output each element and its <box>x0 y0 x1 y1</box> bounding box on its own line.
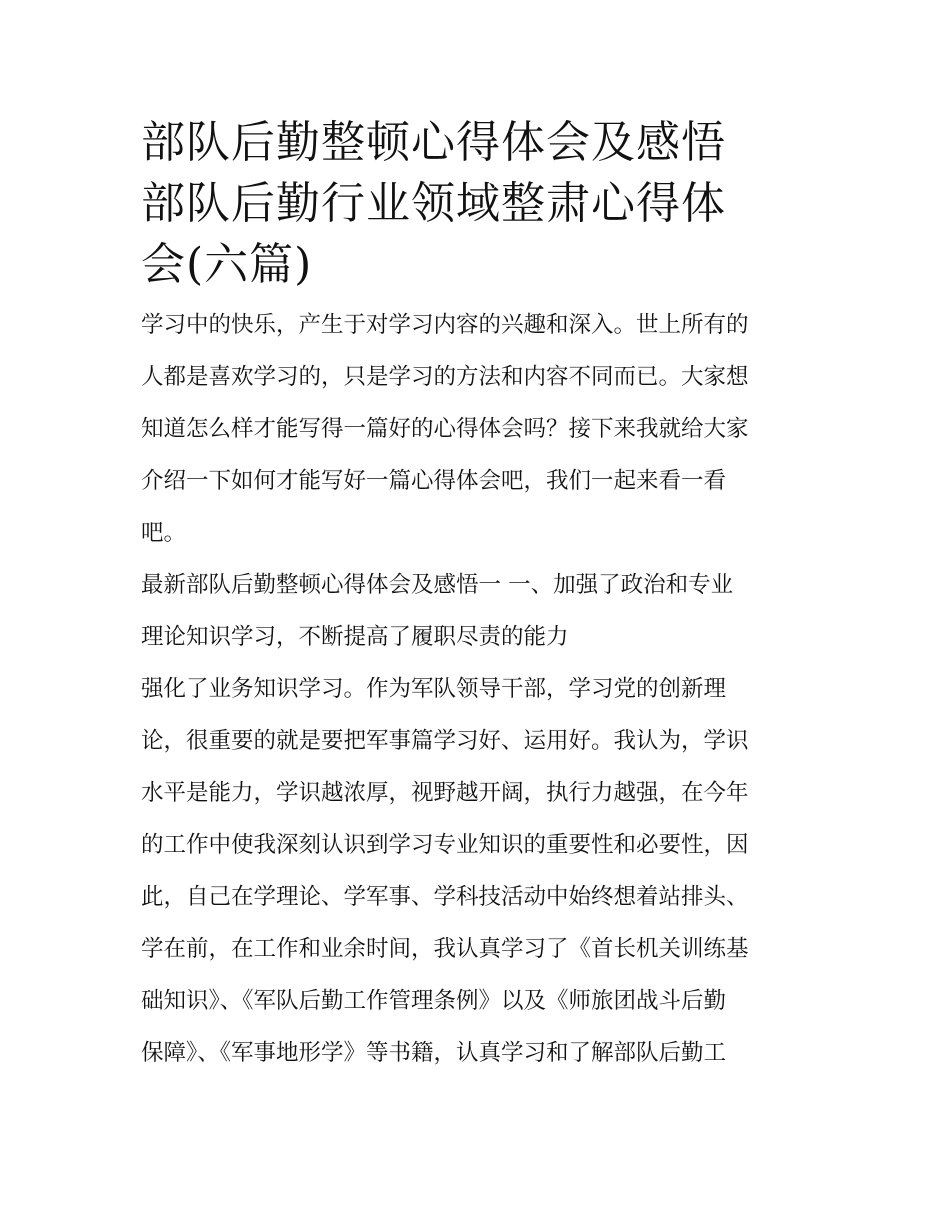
paragraph-line: 础知识》、《军队后勤工作管理条例》以及《师旅团战斗后勤 <box>141 988 727 1014</box>
paragraph-line: 强化了业务知识学习。作为军队领导干部，学习党的创新理 <box>141 676 727 702</box>
intro-line: 介绍一下如何才能写好一篇心得体会吧，我们一起来看一看 <box>141 468 727 494</box>
section-heading-line: 理论知识学习，不断提高了履职尽责的能力 <box>141 624 569 650</box>
document-page <box>141 112 821 1079</box>
paragraph-line: 的工作中使我深刻认识到学习专业知识的重要性和必要性，因 <box>141 832 749 858</box>
intro-line: 学习中的快乐，产生于对学习内容的兴趣和深入。世上所有的 <box>141 312 749 338</box>
document-body <box>141 299 821 1079</box>
paragraph-line: 此，自己在学理论、学军事、学科技活动中始终想着站排头、 <box>141 884 749 910</box>
title-line: 部队后勤行业领域整肃心得体 <box>141 178 726 229</box>
intro-line: 知道怎么样才能写得一篇好的心得体会吗？接下来我就给大家 <box>141 416 749 442</box>
paragraph-line: 水平是能力，学识越浓厚，视野越开阔，执行力越强，在今年 <box>141 780 749 806</box>
paragraph-line: 学在前，在工作和业余时间，我认真学习了《首长机关训练基 <box>141 936 749 962</box>
title-line: 部队后勤整顿心得体会及感悟 <box>141 117 726 168</box>
paragraph-line: 保障》、《军事地形学》等书籍，认真学习和了解部队后勤工 <box>141 1040 727 1066</box>
section-heading-line: 最新部队后勤整顿心得体会及感悟一 一、加强了政治和专业 <box>141 572 734 598</box>
paragraph-line: 论，很重要的就是要把军事篇学习好、运用好。我认为，学识 <box>141 728 749 754</box>
document-title <box>141 112 821 295</box>
intro-line: 人都是喜欢学习的，只是学习的方法和内容不同而已。大家想 <box>141 364 749 390</box>
intro-line: 吧。 <box>141 520 187 546</box>
title-line: 会(六篇) <box>141 239 313 290</box>
